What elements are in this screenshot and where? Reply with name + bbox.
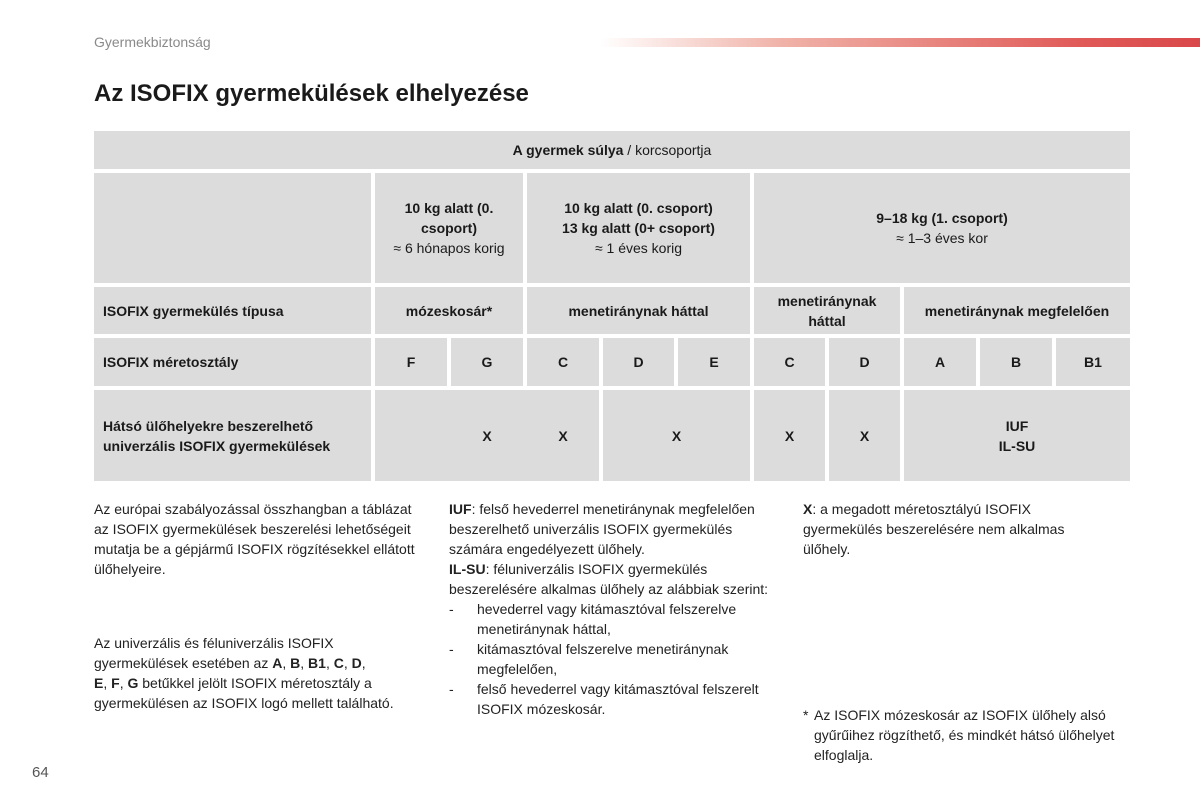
list-item	[449, 599, 769, 639]
note-ilsu	[449, 559, 769, 599]
size-letter: A	[272, 655, 283, 671]
group-1-line2: 13 kg alatt (0+ csoport)	[562, 220, 715, 236]
list-item-text: hevederrel vagy kitámasztóval felszerelve menetiránynak háttal,	[477, 601, 737, 637]
seat-iuf: IUF	[1005, 417, 1029, 434]
size-row-label: ISOFIX méretosztály	[94, 338, 371, 386]
seat-cell-0: X	[375, 390, 599, 481]
size-cell-D2: D	[829, 338, 900, 386]
seat-cell-iuf-ilsu	[904, 390, 1130, 481]
note-text: Az univerzális és féluniverzális ISOFIX gyermekülések esetében az	[94, 635, 334, 671]
note-col-1	[94, 499, 424, 713]
size-cell-A: A	[904, 338, 976, 386]
size-letter: G	[127, 675, 139, 691]
size-letter: C	[333, 655, 344, 671]
size-cell-C2: C	[754, 338, 825, 386]
sep: ,	[325, 655, 334, 671]
seat-row-label	[94, 390, 371, 481]
iuf-text: : felső hevederrel menetiránynak megfelelően beszerelhető univerzális ISOFIX gyermekülés számára engedélyezett ülőhely.	[449, 501, 755, 557]
group-0-line2: csoport)	[421, 220, 477, 236]
list-item	[449, 639, 769, 679]
size-cell-G: G	[451, 338, 523, 386]
size-cell-C: C	[527, 338, 599, 386]
isofix-table	[94, 131, 1130, 481]
dash: -	[449, 601, 454, 617]
type-row-label: ISOFIX gyermekülés típusa	[94, 287, 371, 334]
footnote-text: Az ISOFIX mózeskosár az ISOFIX ülőhely alsó gyűrűihez rögzíthető, és mindkét hátsó ülőhelyet elfoglalja.	[814, 707, 1115, 763]
note-col-2	[449, 499, 769, 719]
term-x: X	[803, 501, 813, 517]
size-cell-B1: B1	[1056, 338, 1130, 386]
size-letter: E	[94, 675, 104, 691]
sep: ,	[361, 655, 366, 671]
seat-cell-2: X	[603, 390, 750, 481]
list-item-text: kitámasztóval felszerelve menetiránynak megfelelően,	[477, 641, 729, 677]
group-header-2	[754, 173, 1130, 283]
note-iuf	[449, 499, 769, 559]
dash: -	[449, 681, 454, 697]
term-ilsu: IL-SU	[449, 561, 486, 577]
caption-weight: A gyermek súlya	[512, 142, 624, 158]
note-col1-paragraph1: Az európai szabályozással összhangban a táblázat az ISOFIX gyermekülések beszerelési lehetőségeit mutatja be a gépjármű ISOFIX rögzítésekkel ellátott ülőhelyeire.	[94, 501, 415, 577]
size-cell-E: E	[678, 338, 750, 386]
seat-row-label-line2: univerzális ISOFIX gyermekülések	[103, 437, 331, 454]
sep: ,	[300, 655, 309, 671]
type-cell-2: menetiránynak háttal	[754, 287, 900, 334]
sep: ,	[119, 675, 128, 691]
note-text: betűkkel jelölt ISOFIX méretosztály a gyermekülésen az ISOFIX logó mellett található.	[94, 675, 394, 711]
table-caption	[94, 131, 1130, 169]
ilsu-text: : féluniverzális ISOFIX gyermekülés beszerelésére alkalmas ülőhely az alábbiak szerint:	[449, 561, 769, 597]
seat-cell-1: X	[558, 427, 568, 444]
sep: ,	[343, 655, 352, 671]
group-header-0	[375, 173, 523, 283]
footnote-star: *	[803, 707, 809, 723]
sep: ,	[282, 655, 291, 671]
type-cell-1: menetiránynak háttal	[527, 287, 750, 334]
seat-ilsu: IL-SU	[998, 437, 1036, 454]
group-2-line2: ≈ 1–3 éves kor	[896, 230, 988, 246]
group-0-line3: ≈ 6 hónapos korig	[393, 240, 505, 256]
size-letter: F	[111, 675, 120, 691]
type-cell-0: mózeskosár*	[375, 287, 523, 334]
size-letter: D	[351, 655, 362, 671]
page-number: 64	[32, 764, 49, 781]
list-item	[449, 679, 769, 719]
group-1-line3: ≈ 1 éves korig	[594, 240, 683, 256]
size-letter: B	[290, 655, 301, 671]
list-item-text: felső hevederrel vagy kitámasztóval felszerelt ISOFIX mózeskosár.	[477, 681, 759, 717]
group-header-empty	[94, 173, 371, 283]
note-x	[803, 499, 1113, 559]
dash: -	[449, 641, 454, 657]
group-header-1	[527, 173, 750, 283]
size-cell-B: B	[980, 338, 1052, 386]
group-2-line1: 9–18 kg (1. csoport)	[876, 210, 1008, 226]
size-cell-F: F	[375, 338, 447, 386]
group-1-line1: 10 kg alatt (0. csoport)	[564, 200, 713, 216]
seat-cell-4: X	[829, 390, 900, 481]
seat-cell-3: X	[754, 390, 825, 481]
seat-row-label-line1: Hátsó ülőhelyekre beszerelhető	[103, 417, 314, 434]
sep: ,	[103, 675, 112, 691]
caption-age: / korcsoportja	[623, 142, 712, 158]
group-0-line1: 10 kg alatt (0.	[404, 200, 494, 216]
size-cell-D: D	[603, 338, 674, 386]
note-col1-paragraph2	[94, 633, 424, 713]
page-title: Az ISOFIX gyermekülések elhelyezése	[94, 80, 529, 107]
x-text: : a megadott méretosztályú ISOFIX gyermekülés beszerelésére nem alkalmas ülőhely.	[803, 501, 1065, 557]
footnote	[803, 705, 1123, 765]
note-col-3	[803, 499, 1113, 559]
header-accent-bar	[600, 38, 1200, 47]
type-cell-3: menetiránynak megfelelően	[904, 287, 1130, 334]
size-letter: B1	[308, 655, 326, 671]
section-title: Gyermekbiztonság	[94, 34, 211, 50]
term-iuf: IUF	[449, 501, 472, 517]
